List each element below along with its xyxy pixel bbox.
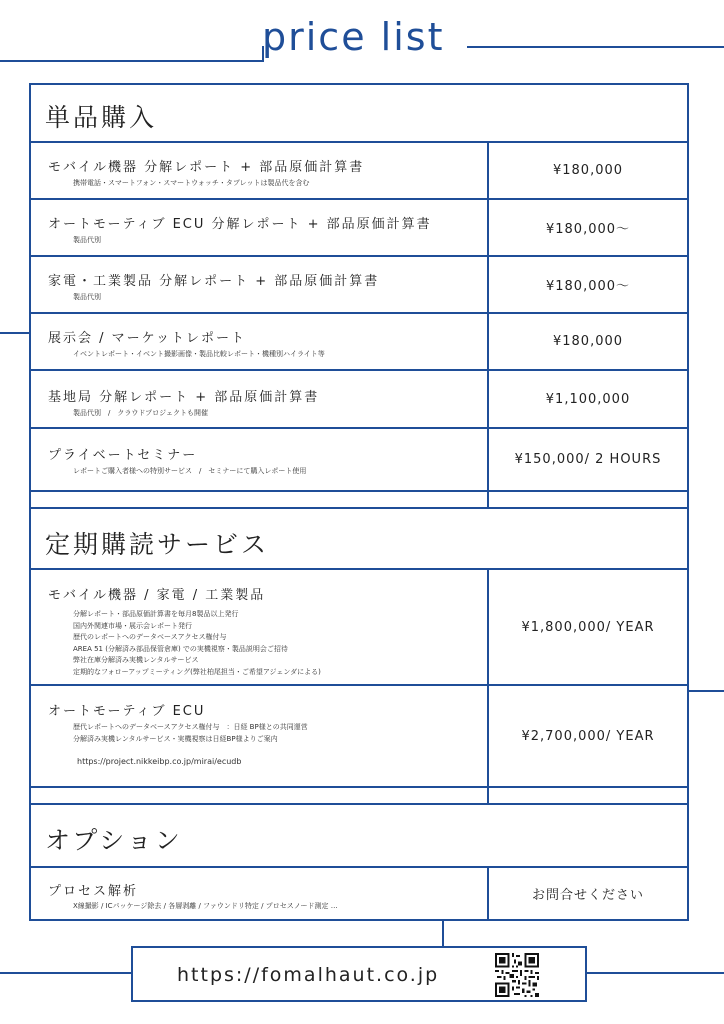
item-cell (31, 868, 489, 919)
item-name: 家電・工業製品 分解レポート + 部品原価計算書 (48, 274, 380, 289)
item-note: X線撮影 / ICパッケージ除去 / 各層剥離 / ファウンドリ特定 / プロセスノード測定 … (73, 902, 338, 910)
section-header-subscription (31, 509, 687, 570)
item-note: 製品代別 / クラウドプロジェクトも開催 (73, 409, 209, 417)
item-name: モバイル機器 / 家電 / 工業製品 (48, 588, 266, 603)
item-name: オートモーティブ ECU (48, 704, 206, 719)
deco-line-bottom-right (587, 972, 724, 974)
item-name: プライベートセミナー (48, 448, 198, 463)
row-spacer (31, 788, 687, 805)
item-note: 製品代別 (73, 236, 101, 244)
item-note: 携帯電話・スマートフォン・スマートウォッチ・タブレットは製品代を含む (73, 179, 310, 187)
item-name: オートモーティブ ECU 分解レポート + 部品原価計算書 (48, 217, 432, 232)
deco-line-bottom-vertical (442, 921, 444, 946)
item-price: ¥180,000 (552, 163, 624, 178)
item-cell (31, 371, 489, 427)
price-row (31, 686, 687, 788)
deco-line-top-left (0, 60, 264, 62)
item-notes: 歴代レポートへのデータベースアクセス権付与 ：日経 BP様との共同運営 分解済み実機レンタルサービス・実機視察は日経BP様よりご案内 (73, 723, 308, 743)
section-title-subscription: 定期購読サービス (45, 530, 270, 559)
qr-code-icon (495, 953, 539, 997)
item-cell (31, 429, 489, 490)
price-row (31, 200, 687, 257)
item-cell (31, 200, 489, 255)
section-header-options (31, 805, 687, 868)
row-spacer (31, 492, 687, 509)
price-row (31, 314, 687, 371)
item-price: ¥180,000 (552, 334, 624, 349)
ecudb-link[interactable]: https://project.nikkeibp.co.jp/mirai/ecudb (77, 757, 242, 766)
item-name: 展示会 / マーケットレポート (48, 331, 246, 346)
item-price: ¥150,000/ 2 HOURS (514, 452, 662, 467)
item-price: ¥180,000〜 (545, 222, 631, 237)
item-price: ¥2,700,000/ YEAR (521, 728, 655, 744)
website-link[interactable]: https://fomalhaut.co.jp (177, 964, 440, 986)
page-title: price list (262, 15, 445, 59)
deco-line-bottom-left (0, 972, 131, 974)
section-title-single: 単品購入 (45, 103, 158, 132)
price-row (31, 868, 687, 919)
section-header-single (31, 85, 687, 143)
item-note: イベントレポート・イベント撮影画像・製品比較レポート・機種別ハイライト等 (73, 350, 325, 358)
item-note: レポートご購入者様への特別サービス / セミナーにて購入レポート使用 (73, 467, 307, 475)
item-cell (31, 570, 489, 684)
deco-line-left-mid (0, 332, 29, 334)
item-cell (31, 257, 489, 312)
item-name: プロセス解析 (48, 884, 139, 899)
footer-url-box (131, 946, 587, 1002)
item-name: 基地局 分解レポート + 部品原価計算書 (48, 390, 320, 405)
price-row (31, 371, 687, 429)
item-price: お問合せください (531, 888, 644, 903)
item-note: 製品代別 (73, 293, 101, 301)
item-cell (31, 314, 489, 369)
price-row (31, 143, 687, 200)
item-price: ¥1,800,000/ YEAR (521, 619, 655, 635)
item-notes: 分解レポート・部品原価計算書を毎月8製品以上発行 国内外関連市場・展示会レポート発行 歴代のレポートへのデータベースアクセス権付与 AREA 51 (分解済み部品保管倉庫) での実機視察・製品説明会ご招待 弊社在庫分解済み実機レンタルサービス 定期的なフォローアップミーティング(弊社柏尾担当・ご希望アジェンダによる) (73, 610, 321, 676)
item-cell (31, 686, 489, 786)
deco-line-top-right (467, 46, 724, 48)
price-row (31, 570, 687, 686)
item-cell (31, 143, 489, 198)
item-name: モバイル機器 分解レポート + 部品原価計算書 (48, 160, 365, 175)
price-row (31, 257, 687, 314)
item-price: ¥180,000〜 (545, 279, 631, 294)
item-price: ¥1,100,000 (545, 391, 631, 407)
price-table (29, 83, 689, 921)
deco-line-right-mid (689, 690, 724, 692)
price-row (31, 429, 687, 492)
section-title-options: オプション (45, 826, 183, 855)
